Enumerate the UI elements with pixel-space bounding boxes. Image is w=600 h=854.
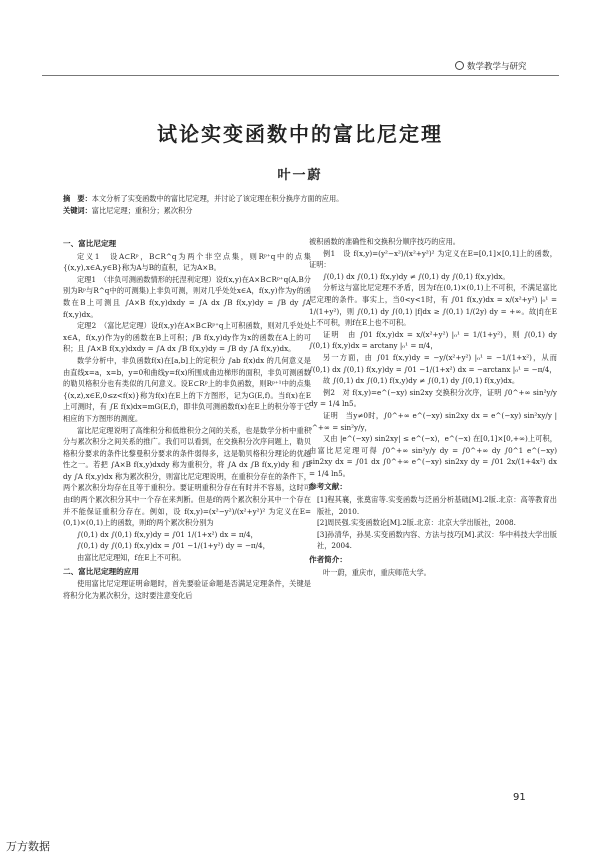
section-heading: 二、富比尼定理的应用 <box>63 566 139 576</box>
paragraph: 例1 设 f(x,y)=(y²−x²)/(x²+y²)² 为定义在E=[0,1]×[0,1]上的函数，证明： <box>309 248 557 270</box>
paragraph: 例2 对 f(x,y)=e^(−xy) sin2xy 交换积分次序，证明 ∫0^+∞ sin²y/y dy = 1/4 ln5。 <box>309 387 557 409</box>
paragraph: 由富比尼定理知，f在E上不可积。 <box>77 553 186 563</box>
section-header: 数学教学与研究 <box>455 60 527 72</box>
section-heading: 参考文献： <box>309 482 347 492</box>
paragraph: 证明 由 ∫01 f(x,y)dx = x/(x²+y²) |₀¹ = 1/(1+y²)，则 ∫(0,1) dy ∫(0,1) f(x,y)dx = arctany |₀¹ = π/4， <box>309 329 557 351</box>
abstract-line: 摘 要：本文分析了实变函数中的富比尼定理，并讨论了该定理在积分换序方面的应用。 <box>63 194 344 203</box>
left-column <box>63 236 311 821</box>
header-rule <box>42 75 559 76</box>
paragraph: ∫(0,1) dy ∫(0,1) f(x,y)dx = ∫01 −1/(1+y²) dy = −π/4， <box>77 541 270 551</box>
paragraph: 定义1 设A⊂Rᵖ，B⊂R^q为两个非空点集，则Rᵖ⁺q中的点集{(x,y),x∈A,y∈B}称为A与B的直积，记为A×B。 <box>63 251 311 273</box>
paragraph: 另一方面，由 ∫01 f(x,y)dy = −y/(x²+y²) |₀¹ = −1/(1+x²)，从而 ∫(0,1) dx ∫(0,1) f(x,y)dy = ∫01 −1/(1+x²) dx = −arctanx |₀¹ = −π/4， <box>309 352 557 374</box>
paragraph: 分析这与富比尼定理不矛盾，因为f在(0,1)×(0,1)上不可积，不满足富比尼定理的条件。事实上，当0<y<1时，有 ∫01 f(x,y)dx = x/(x²+y²) |₀¹ = 1/(1+y²)，则 ∫(0,1) dy ∫(0,1) |f|dx ≥ ∫(0,1) 1/(2y) dy = +∞。故|f|在E上不可积，则f在E上也不可积。 <box>309 283 557 328</box>
abstract-block <box>63 193 543 217</box>
article-title: 试论实变函数中的富比尼定理 <box>157 122 443 146</box>
paragraph: ∫(0,1) dx ∫(0,1) f(x,y)dy = ∫01 1/(1+x²) dx = π/4， <box>77 529 258 539</box>
reference-item: [1]程其襄，张奠宙等.实变函数与泛函分析基础[M].2版.北京：高等教育出版社，2010. <box>317 495 557 516</box>
circle-icon <box>455 61 464 70</box>
section-heading: 一、富比尼定理 <box>63 239 117 248</box>
paragraph: 定理1 （非负可测函数情形的托涅利定理）设f(x,y)在A×B⊂Rᵖ⁺q(A,B分别为Rᵖ与R^q中的可测集)上非负可测，则对几乎处处x∈A，f(x,y)作为y的函数在B上可测且 ∫A×B f(x,y)dxdy = ∫A dx ∫B f(x,y)dy = ∫B dy ∫A f(x,y)dx。 <box>63 274 311 319</box>
paragraph: 富比尼定理说明了高维积分和低维积分之间的关系，也是数学分析中重积分与累次积分之间关系的推广。我们可以看到，在交换积分次序问题上，勒贝格积分要求的条件比黎曼积分要求的条件弱得多，这是勒贝格积分理论的优越性之一。若把 ∫A×B f(x,y)dxdy 称为重积分，将 ∫A dx ∫B f(x,y)dy 和 ∫B dy ∫A f(x,y)dx 称为累次积分，则富比尼定理说明，在重积分存在的条件下，两个累次积分均存在且等于重积分。要证明重积分存在有时并不容易，这时可由f的两个累次积分其中一个存在来判断。但是f的两个累次积分其中一个存在并不能保证重积分存在。例如，设 f(x,y)=(x²−y²)/(x²+y²)² 为定义在E=(0,1)×(0,1)上的函数，则f的两个累次积分别为 <box>63 425 311 528</box>
paragraph: 证明 当y≠0时，∫0^+∞ e^(−xy) sin2xy dx = e^(−xy) sin²xy/y |₀^+∞ = sin²y/y， <box>309 410 557 432</box>
paragraph: 故 ∫(0,1) dx ∫(0,1) f(x,y)dy ≠ ∫(0,1) dy ∫(0,1) f(x,y)dx。 <box>323 376 520 386</box>
keywords-line: 关键词：富比尼定理；重积分；累次积分 <box>63 206 193 215</box>
reference-item: [2]周民强.实变函数论[M].2版.北京：北京大学出版社，2008. <box>317 518 516 528</box>
author-name: 叶一蔚 <box>277 168 323 183</box>
paragraph: 使用富比尼定理证明命题时，首先要验证命题是否满足定理条件，关键是将积分化为累次积分，这时要注意变化后 <box>63 579 311 600</box>
paragraph: 数学分析中，非负函数f(x)在[a,b]上的定积分 ∫ab f(x)dx 的几何意义是由直线x=a，x=b，y=0和曲线y=f(x)所围成曲边梯形的面积，非负可测函数的勒贝格积分也有类似的几何意义。设E⊂Rᵖ上的非负函数，则Rᵖ⁺¹中的点集{(x,z),x∈E,0≤z<f(x)}称为f(x)在E上的下方图形，记为G(E,f)。当f(x)在E上可测时，有 ∫E f(x)dx=mG(E,f)，即非负可测函数f(x)在E上的积分等于它相应的下方图形的测度。 <box>63 355 311 423</box>
paragraph: 被积函数的准确性和交换积分顺序技巧的应用。 <box>309 237 460 246</box>
reference-item: [3]孙清华，孙昊.实变函数内容、方法与技巧[M].武汉：华中科技大学出版社，2004. <box>317 529 557 551</box>
paragraph: 定理2 （富比尼定理）设f(x,y)在A×B⊂Rᵖ⁺q上可积函数，则对几乎处处x∈A，f(x,y)作为y的函数在B上可积；∫B f(x,y)dy作为x的函数在A上的可积；且 ∫A×B f(x,y)dxdy = ∫A dx ∫B f(x,y)dy = ∫B dy ∫A f(x,y)dx。 <box>63 321 311 354</box>
page-number: 91 <box>513 792 526 803</box>
right-column <box>309 236 557 736</box>
source-watermark: 万方数据 <box>6 840 50 853</box>
section-heading: 作者简介： <box>309 555 347 565</box>
paragraph: 又由 |e^(−xy) sin2xy| ≤ e^(−x)，e^(−x) 在[0,1]×[0,+∞)上可积，由富比尼定理可得 ∫0^+∞ sin²y/y dy = ∫0^+∞ dy ∫0^1 e^(−xy) sin2xy dx = ∫01 dx ∫0^+∞ e^(−xy) sin2xy dy = ∫01 2x/(1+4x²) dx = 1/4 ln5。 <box>309 434 557 478</box>
paragraph: 叶一蔚，重庆市，重庆师范大学。 <box>323 567 431 577</box>
paragraph: ∫(0,1) dx ∫(0,1) f(x,y)dy ≠ ∫(0,1) dy ∫(0,1) f(x,y)dx。 <box>323 271 510 281</box>
